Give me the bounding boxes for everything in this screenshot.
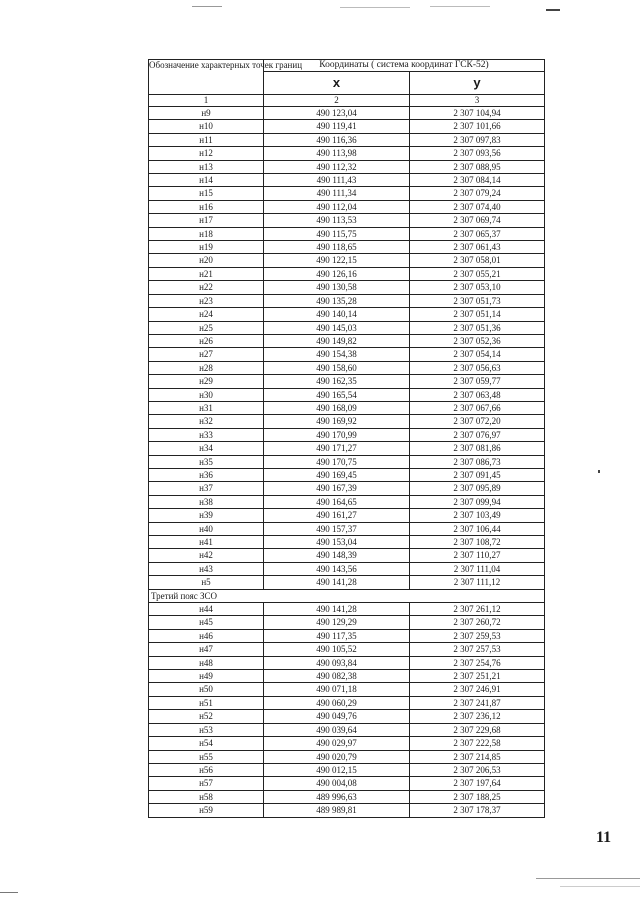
x-coordinate-cell: 490 145,03 <box>264 321 410 334</box>
point-name-cell: н16 <box>149 200 264 213</box>
y-coordinate-cell: 2 307 222,58 <box>410 737 545 750</box>
point-name-cell: н50 <box>149 683 264 696</box>
y-coordinate-cell: 2 307 229,68 <box>410 723 545 736</box>
y-coordinate-cell: 2 307 236,12 <box>410 710 545 723</box>
y-coordinate-cell: 2 307 104,94 <box>410 107 545 120</box>
x-coordinate-cell: 490 126,16 <box>264 267 410 280</box>
y-coordinate-cell: 2 307 093,56 <box>410 147 545 160</box>
table-row <box>149 348 545 361</box>
table-row <box>149 227 545 240</box>
table-row <box>149 509 545 522</box>
point-name-cell: н9 <box>149 107 264 120</box>
y-coordinate-cell: 2 307 053,10 <box>410 281 545 294</box>
table-row <box>149 696 545 709</box>
table-row <box>149 375 545 388</box>
x-coordinate-cell: 490 161,27 <box>264 509 410 522</box>
point-name-cell: н26 <box>149 334 264 347</box>
point-name-cell: н43 <box>149 562 264 575</box>
x-coordinate-cell: 490 149,82 <box>264 334 410 347</box>
table-row <box>149 361 545 374</box>
point-name-cell: н47 <box>149 643 264 656</box>
table-row <box>149 388 545 401</box>
x-coordinate-cell: 490 153,04 <box>264 536 410 549</box>
y-coordinate-cell: 2 307 188,25 <box>410 790 545 803</box>
x-axis-header: x <box>264 72 410 95</box>
y-coordinate-cell: 2 307 241,87 <box>410 696 545 709</box>
table-row <box>149 120 545 133</box>
section-blank-cell <box>264 589 545 602</box>
x-coordinate-cell: 490 162,35 <box>264 375 410 388</box>
x-coordinate-cell: 490 117,35 <box>264 629 410 642</box>
y-coordinate-cell: 2 307 084,14 <box>410 174 545 187</box>
x-coordinate-cell: 490 112,32 <box>264 160 410 173</box>
x-coordinate-cell: 490 039,64 <box>264 723 410 736</box>
y-coordinate-cell: 2 307 257,53 <box>410 643 545 656</box>
scan-artifact <box>340 7 410 8</box>
column-number: 1 <box>149 95 264 107</box>
point-name-cell: н24 <box>149 308 264 321</box>
y-coordinate-cell: 2 307 055,21 <box>410 267 545 280</box>
y-coordinate-cell: 2 307 111,12 <box>410 576 545 589</box>
x-coordinate-cell: 490 113,98 <box>264 147 410 160</box>
point-name-cell: н20 <box>149 254 264 267</box>
table-row <box>149 750 545 763</box>
y-coordinate-cell: 2 307 103,49 <box>410 509 545 522</box>
table-row <box>149 683 545 696</box>
point-name-cell: н27 <box>149 348 264 361</box>
y-coordinate-cell: 2 307 095,89 <box>410 482 545 495</box>
point-name-cell: н39 <box>149 509 264 522</box>
y-coordinate-cell: 2 307 214,85 <box>410 750 545 763</box>
table-row <box>149 723 545 736</box>
table-row <box>149 643 545 656</box>
y-coordinate-cell: 2 307 086,73 <box>410 455 545 468</box>
point-name-cell: н13 <box>149 160 264 173</box>
point-name-cell: н34 <box>149 442 264 455</box>
y-coordinate-cell: 2 307 254,76 <box>410 656 545 669</box>
table-row <box>149 562 545 575</box>
x-coordinate-cell: 490 123,04 <box>264 107 410 120</box>
point-name-cell: н36 <box>149 468 264 481</box>
y-coordinate-cell: 2 307 081,86 <box>410 442 545 455</box>
y-coordinate-cell: 2 307 063,48 <box>410 388 545 401</box>
point-name-cell: н21 <box>149 267 264 280</box>
x-coordinate-cell: 490 105,52 <box>264 643 410 656</box>
table-row <box>149 254 545 267</box>
x-coordinate-cell: 490 148,39 <box>264 549 410 562</box>
x-coordinate-cell: 490 111,34 <box>264 187 410 200</box>
x-coordinate-cell: 490 158,60 <box>264 361 410 374</box>
point-name-cell: н30 <box>149 388 264 401</box>
scan-artifact <box>536 878 640 879</box>
point-name-cell: н25 <box>149 321 264 334</box>
point-name-cell: н38 <box>149 495 264 508</box>
y-coordinate-cell: 2 307 246,91 <box>410 683 545 696</box>
table-row <box>149 174 545 187</box>
scan-artifact <box>598 470 600 473</box>
table-row <box>149 777 545 790</box>
y-coordinate-cell: 2 307 097,83 <box>410 133 545 146</box>
y-coordinate-cell: 2 307 099,94 <box>410 495 545 508</box>
y-coordinate-cell: 2 307 110,27 <box>410 549 545 562</box>
point-name-cell: н40 <box>149 522 264 535</box>
x-coordinate-cell: 490 118,65 <box>264 241 410 254</box>
x-coordinate-cell: 490 167,39 <box>264 482 410 495</box>
y-coordinate-cell: 2 307 251,21 <box>410 670 545 683</box>
point-name-cell: н51 <box>149 696 264 709</box>
x-coordinate-cell: 490 082,38 <box>264 670 410 683</box>
x-coordinate-cell: 490 049,76 <box>264 710 410 723</box>
table-row <box>149 710 545 723</box>
table-row <box>149 656 545 669</box>
x-coordinate-cell: 490 129,29 <box>264 616 410 629</box>
scan-artifact <box>0 892 18 893</box>
point-name-cell: н23 <box>149 294 264 307</box>
table-row <box>149 147 545 160</box>
y-coordinate-cell: 2 307 069,74 <box>410 214 545 227</box>
y-coordinate-cell: 2 307 261,12 <box>410 603 545 616</box>
point-name-cell: н14 <box>149 174 264 187</box>
table-row <box>149 455 545 468</box>
x-coordinate-cell: 490 115,75 <box>264 227 410 240</box>
x-coordinate-cell: 490 171,27 <box>264 442 410 455</box>
table-row <box>149 522 545 535</box>
point-name-cell: н45 <box>149 616 264 629</box>
x-coordinate-cell: 490 157,37 <box>264 522 410 535</box>
scan-artifact <box>546 9 560 11</box>
page-number: 11 <box>596 829 612 846</box>
point-name-cell: н59 <box>149 804 264 817</box>
x-coordinate-cell: 490 154,38 <box>264 348 410 361</box>
table-row <box>149 241 545 254</box>
point-name-cell: н42 <box>149 549 264 562</box>
scan-artifact <box>430 6 490 7</box>
column-number: 3 <box>410 95 545 107</box>
y-coordinate-cell: 2 307 106,44 <box>410 522 545 535</box>
x-coordinate-cell: 490 170,99 <box>264 428 410 441</box>
point-name-cell: н55 <box>149 750 264 763</box>
x-coordinate-cell: 490 113,53 <box>264 214 410 227</box>
x-coordinate-cell: 490 165,54 <box>264 388 410 401</box>
x-coordinate-cell: 490 093,84 <box>264 656 410 669</box>
table-row <box>149 107 545 120</box>
table-row <box>149 629 545 642</box>
x-coordinate-cell: 490 168,09 <box>264 401 410 414</box>
table-row <box>149 308 545 321</box>
table-row <box>149 549 545 562</box>
table-row <box>149 670 545 683</box>
x-coordinate-cell: 490 140,14 <box>264 308 410 321</box>
point-name-cell: н18 <box>149 227 264 240</box>
table-row <box>149 415 545 428</box>
y-coordinate-cell: 2 307 051,36 <box>410 321 545 334</box>
point-name-cell: н44 <box>149 603 264 616</box>
y-coordinate-cell: 2 307 178,37 <box>410 804 545 817</box>
table-row <box>149 321 545 334</box>
point-name-cell: н52 <box>149 710 264 723</box>
y-coordinate-cell: 2 307 065,37 <box>410 227 545 240</box>
table-row <box>149 790 545 803</box>
y-coordinate-cell: 2 307 059,77 <box>410 375 545 388</box>
x-coordinate-cell: 490 020,79 <box>264 750 410 763</box>
y-coordinate-cell: 2 307 079,24 <box>410 187 545 200</box>
x-coordinate-cell: 490 143,56 <box>264 562 410 575</box>
coordinates-table <box>148 59 545 818</box>
x-coordinate-cell: 490 029,97 <box>264 737 410 750</box>
table-row <box>149 495 545 508</box>
point-name-cell: н56 <box>149 763 264 776</box>
table-row <box>149 804 545 817</box>
table-row <box>149 334 545 347</box>
point-label-header: Обозначение характерных точек границ <box>149 60 264 95</box>
point-name-cell: н19 <box>149 241 264 254</box>
table-row <box>149 267 545 280</box>
y-coordinate-cell: 2 307 072,20 <box>410 415 545 428</box>
y-coordinate-cell: 2 307 051,73 <box>410 294 545 307</box>
point-name-cell: н11 <box>149 133 264 146</box>
y-coordinate-cell: 2 307 051,14 <box>410 308 545 321</box>
x-coordinate-cell: 490 119,41 <box>264 120 410 133</box>
y-coordinate-cell: 2 307 058,01 <box>410 254 545 267</box>
x-coordinate-cell: 490 122,15 <box>264 254 410 267</box>
point-name-cell: н35 <box>149 455 264 468</box>
x-coordinate-cell: 490 170,75 <box>264 455 410 468</box>
point-name-cell: н31 <box>149 401 264 414</box>
y-coordinate-cell: 2 307 101,66 <box>410 120 545 133</box>
point-name-cell: н41 <box>149 536 264 549</box>
table-row <box>149 200 545 213</box>
y-coordinate-cell: 2 307 067,66 <box>410 401 545 414</box>
point-name-cell: н58 <box>149 790 264 803</box>
x-coordinate-cell: 489 996,63 <box>264 790 410 803</box>
table-row <box>149 442 545 455</box>
x-coordinate-cell: 490 164,65 <box>264 495 410 508</box>
point-name-cell: н5 <box>149 576 264 589</box>
table-row <box>149 428 545 441</box>
y-axis-header: y <box>410 72 545 95</box>
table-row <box>149 616 545 629</box>
point-name-cell: н46 <box>149 629 264 642</box>
table-row <box>149 281 545 294</box>
y-coordinate-cell: 2 307 052,36 <box>410 334 545 347</box>
point-name-cell: н37 <box>149 482 264 495</box>
y-coordinate-cell: 2 307 074,40 <box>410 200 545 213</box>
point-name-cell: н48 <box>149 656 264 669</box>
x-coordinate-cell: 490 169,45 <box>264 468 410 481</box>
y-coordinate-cell: 2 307 054,14 <box>410 348 545 361</box>
y-coordinate-cell: 2 307 260,72 <box>410 616 545 629</box>
table-row <box>149 214 545 227</box>
y-coordinate-cell: 2 307 259,53 <box>410 629 545 642</box>
table-row <box>149 468 545 481</box>
point-name-cell: н33 <box>149 428 264 441</box>
point-name-cell: н29 <box>149 375 264 388</box>
scan-artifact <box>192 6 222 7</box>
column-number: 2 <box>264 95 410 107</box>
section-row <box>149 589 545 602</box>
x-coordinate-cell: 490 141,28 <box>264 603 410 616</box>
table-header-row <box>149 60 545 72</box>
table-row <box>149 160 545 173</box>
table-row <box>149 603 545 616</box>
coordinate-system-header: Координаты ( система координат ГСК-52) <box>264 60 545 72</box>
x-coordinate-cell: 490 112,04 <box>264 200 410 213</box>
point-name-cell: н32 <box>149 415 264 428</box>
x-coordinate-cell: 490 116,36 <box>264 133 410 146</box>
y-coordinate-cell: 2 307 111,04 <box>410 562 545 575</box>
scan-artifact <box>560 886 640 887</box>
table-row <box>149 536 545 549</box>
x-coordinate-cell: 490 169,92 <box>264 415 410 428</box>
point-name-cell: н53 <box>149 723 264 736</box>
table-row <box>149 401 545 414</box>
y-coordinate-cell: 2 307 061,43 <box>410 241 545 254</box>
x-coordinate-cell: 490 141,28 <box>264 576 410 589</box>
y-coordinate-cell: 2 307 056,63 <box>410 361 545 374</box>
y-coordinate-cell: 2 307 076,97 <box>410 428 545 441</box>
point-name-cell: н22 <box>149 281 264 294</box>
table-row <box>149 763 545 776</box>
y-coordinate-cell: 2 307 088,95 <box>410 160 545 173</box>
y-coordinate-cell: 2 307 108,72 <box>410 536 545 549</box>
point-name-cell: н57 <box>149 777 264 790</box>
x-coordinate-cell: 490 111,43 <box>264 174 410 187</box>
table-row <box>149 482 545 495</box>
x-coordinate-cell: 490 130,58 <box>264 281 410 294</box>
table-row <box>149 294 545 307</box>
x-coordinate-cell: 490 012,15 <box>264 763 410 776</box>
x-coordinate-cell: 490 071,18 <box>264 683 410 696</box>
y-coordinate-cell: 2 307 091,45 <box>410 468 545 481</box>
table-row <box>149 133 545 146</box>
table-row <box>149 187 545 200</box>
table-row <box>149 737 545 750</box>
y-coordinate-cell: 2 307 206,53 <box>410 763 545 776</box>
point-name-cell: н17 <box>149 214 264 227</box>
y-coordinate-cell: 2 307 197,64 <box>410 777 545 790</box>
x-coordinate-cell: 489 989,81 <box>264 804 410 817</box>
point-name-cell: н49 <box>149 670 264 683</box>
point-name-cell: н54 <box>149 737 264 750</box>
section-title: Третий пояс ЗСО <box>149 589 264 602</box>
x-coordinate-cell: 490 135,28 <box>264 294 410 307</box>
point-name-cell: н15 <box>149 187 264 200</box>
x-coordinate-cell: 490 060,29 <box>264 696 410 709</box>
table-row <box>149 576 545 589</box>
x-coordinate-cell: 490 004,08 <box>264 777 410 790</box>
point-name-cell: н12 <box>149 147 264 160</box>
point-name-cell: н10 <box>149 120 264 133</box>
point-name-cell: н28 <box>149 361 264 374</box>
column-number-row <box>149 95 545 107</box>
